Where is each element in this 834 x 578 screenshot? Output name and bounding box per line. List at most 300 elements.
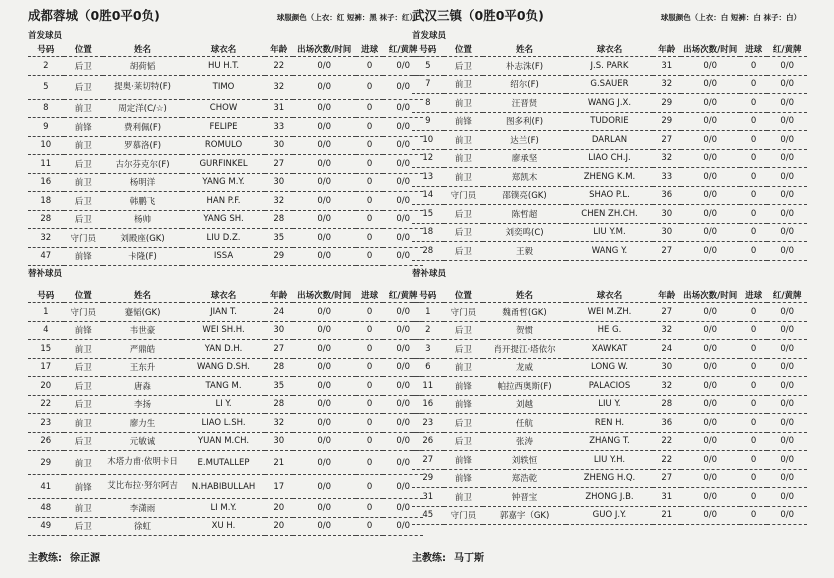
cell-appearances: 0/0 bbox=[293, 136, 356, 155]
cell-cards: 0/0 bbox=[383, 499, 423, 518]
cell-cards: 0/0 bbox=[767, 377, 807, 396]
cell-age: 28 bbox=[265, 210, 293, 229]
cell-age: 21 bbox=[653, 506, 681, 525]
cell-position: 前锋 bbox=[444, 469, 484, 488]
cell-position: 守门员 bbox=[64, 229, 104, 248]
cell-goals: 0 bbox=[740, 186, 768, 205]
cell-age: 27 bbox=[653, 131, 681, 150]
cell-position: 后卫 bbox=[444, 321, 484, 340]
cell-goals: 0 bbox=[740, 432, 768, 451]
cell-name: 图多利(F) bbox=[483, 112, 566, 131]
cell-name: 龙威 bbox=[483, 358, 566, 377]
cell-name: 郑凯木 bbox=[483, 168, 566, 187]
cell-name: 费利佩(F) bbox=[103, 118, 182, 137]
header-number: 号码 bbox=[412, 288, 444, 303]
header-row bbox=[412, 42, 807, 57]
player-row bbox=[28, 303, 423, 322]
cell-name: 廖力生 bbox=[103, 414, 182, 433]
cell-shirt-name: LIU Y.M. bbox=[566, 223, 653, 242]
cell-age: 27 bbox=[653, 303, 681, 322]
cell-name: 王东升 bbox=[103, 358, 182, 377]
cell-appearances: 0/0 bbox=[293, 451, 356, 475]
coach-name: 马丁斯 bbox=[454, 553, 484, 564]
cell-appearances: 0/0 bbox=[293, 517, 356, 536]
cell-age: 30 bbox=[653, 358, 681, 377]
cell-appearances: 0/0 bbox=[681, 451, 740, 470]
cell-position: 后卫 bbox=[444, 340, 484, 359]
cell-appearances: 0/0 bbox=[681, 506, 740, 525]
header-age: 年龄 bbox=[265, 288, 293, 303]
kit-colors: 球服颜色（上衣：红 短裤：黑 袜子：红） bbox=[276, 13, 417, 22]
cell-goals: 0 bbox=[740, 451, 768, 470]
cell-name: 刘越 bbox=[483, 395, 566, 414]
cell-cards: 0/0 bbox=[383, 340, 423, 359]
cell-name: 元敏诚 bbox=[103, 432, 182, 451]
header-age: 年龄 bbox=[653, 42, 681, 57]
cell-number: 9 bbox=[28, 118, 64, 137]
cell-cards: 0/0 bbox=[383, 118, 423, 137]
cell-shirt-name: YAN D.H. bbox=[182, 340, 265, 359]
cell-name: 蹇韬(GK) bbox=[103, 303, 182, 322]
cell-shirt-name: YANG SH. bbox=[182, 210, 265, 229]
cell-cards: 0/0 bbox=[767, 395, 807, 414]
cell-shirt-name: ZHENG H.Q. bbox=[566, 469, 653, 488]
header-appearances: 出场次数/时间 bbox=[293, 288, 356, 303]
cell-shirt-name: YUAN M.CH. bbox=[182, 432, 265, 451]
player-row bbox=[412, 57, 807, 76]
cell-age: 28 bbox=[265, 358, 293, 377]
cell-position: 前卫 bbox=[444, 358, 484, 377]
cell-position: 前卫 bbox=[64, 414, 104, 433]
cell-age: 22 bbox=[653, 432, 681, 451]
cell-goals: 0 bbox=[740, 168, 768, 187]
cell-cards: 0/0 bbox=[767, 131, 807, 150]
cell-number: 6 bbox=[412, 358, 444, 377]
cell-age: 27 bbox=[265, 340, 293, 359]
cell-number: 45 bbox=[412, 506, 444, 525]
header-goals: 进球 bbox=[356, 288, 384, 303]
cell-appearances: 0/0 bbox=[293, 499, 356, 518]
cell-goals: 0 bbox=[740, 303, 768, 322]
cell-name: 王毅 bbox=[483, 242, 566, 261]
cell-cards: 0/0 bbox=[383, 192, 423, 211]
cell-age: 36 bbox=[653, 414, 681, 433]
cell-number: 12 bbox=[412, 149, 444, 168]
header-row bbox=[28, 42, 423, 57]
cell-age: 29 bbox=[265, 247, 293, 266]
cell-shirt-name: LIU Y. bbox=[566, 395, 653, 414]
cell-age: 31 bbox=[265, 99, 293, 118]
cell-goals: 0 bbox=[740, 414, 768, 433]
cell-position: 后卫 bbox=[64, 432, 104, 451]
player-row bbox=[28, 432, 423, 451]
cell-age: 32 bbox=[265, 75, 293, 99]
cell-position: 前锋 bbox=[444, 377, 484, 396]
player-row bbox=[412, 112, 807, 131]
cell-number: 4 bbox=[28, 321, 64, 340]
cell-appearances: 0/0 bbox=[293, 99, 356, 118]
header-goals: 进球 bbox=[740, 42, 768, 57]
subs-table bbox=[412, 288, 807, 525]
cell-appearances: 0/0 bbox=[293, 75, 356, 99]
cell-appearances: 0/0 bbox=[293, 475, 356, 499]
cell-goals: 0 bbox=[356, 173, 384, 192]
player-row bbox=[412, 488, 807, 507]
cell-goals: 0 bbox=[356, 99, 384, 118]
cell-age: 31 bbox=[653, 488, 681, 507]
cell-goals: 0 bbox=[356, 118, 384, 137]
cell-number: 2 bbox=[28, 57, 64, 76]
cell-goals: 0 bbox=[356, 75, 384, 99]
player-row bbox=[28, 192, 423, 211]
cell-number: 16 bbox=[28, 173, 64, 192]
cell-age: 33 bbox=[265, 118, 293, 137]
cell-age: 21 bbox=[265, 451, 293, 475]
player-row bbox=[412, 395, 807, 414]
cell-position: 后卫 bbox=[444, 205, 484, 224]
cell-number: 18 bbox=[412, 223, 444, 242]
cell-goals: 0 bbox=[740, 377, 768, 396]
cell-number: 47 bbox=[28, 247, 64, 266]
cell-position: 前卫 bbox=[64, 173, 104, 192]
cell-name: 绍尔(F) bbox=[483, 75, 566, 94]
cell-appearances: 0/0 bbox=[681, 488, 740, 507]
header-age: 年龄 bbox=[265, 42, 293, 57]
cell-position: 后卫 bbox=[64, 517, 104, 536]
header-name: 姓名 bbox=[103, 42, 182, 57]
cell-name: 汪晋贤 bbox=[483, 94, 566, 113]
team-header bbox=[412, 6, 807, 28]
header-shirt-name: 球衣名 bbox=[182, 42, 265, 57]
header-appearances: 出场次数/时间 bbox=[681, 288, 740, 303]
header-name: 姓名 bbox=[483, 42, 566, 57]
cell-age: 35 bbox=[265, 229, 293, 248]
cell-age: 22 bbox=[653, 451, 681, 470]
cell-position: 后卫 bbox=[444, 57, 484, 76]
header-number: 号码 bbox=[28, 288, 64, 303]
cell-age: 32 bbox=[653, 75, 681, 94]
cell-appearances: 0/0 bbox=[293, 340, 356, 359]
cell-name: 任航 bbox=[483, 414, 566, 433]
cell-shirt-name: CHEN ZH.CH. bbox=[566, 205, 653, 224]
cell-position: 前锋 bbox=[64, 118, 104, 137]
player-row bbox=[28, 358, 423, 377]
header-age: 年龄 bbox=[653, 288, 681, 303]
cell-cards: 0/0 bbox=[383, 75, 423, 99]
cell-number: 49 bbox=[28, 517, 64, 536]
cell-position: 前卫 bbox=[444, 488, 484, 507]
cell-position: 前锋 bbox=[444, 451, 484, 470]
player-row bbox=[412, 75, 807, 94]
cell-name: 韦世豪 bbox=[103, 321, 182, 340]
header-goals: 进球 bbox=[356, 42, 384, 57]
cell-name: 郭嘉宇（GK) bbox=[483, 506, 566, 525]
cell-cards: 0/0 bbox=[383, 155, 423, 174]
cell-age: 36 bbox=[653, 186, 681, 205]
cell-position: 前锋 bbox=[64, 475, 104, 499]
cell-goals: 0 bbox=[740, 469, 768, 488]
cell-position: 后卫 bbox=[64, 192, 104, 211]
cell-name: 刘轶恒 bbox=[483, 451, 566, 470]
cell-number: 28 bbox=[412, 242, 444, 261]
cell-position: 守门员 bbox=[444, 506, 484, 525]
cell-shirt-name: PALACIOS bbox=[566, 377, 653, 396]
cell-position: 后卫 bbox=[444, 414, 484, 433]
player-row bbox=[28, 155, 423, 174]
cell-number: 7 bbox=[412, 75, 444, 94]
cell-cards: 0/0 bbox=[767, 94, 807, 113]
cell-goals: 0 bbox=[740, 112, 768, 131]
cell-goals: 0 bbox=[740, 94, 768, 113]
cell-age: 22 bbox=[265, 57, 293, 76]
starters-table bbox=[412, 42, 807, 261]
cell-name: 刘奕鸣(C) bbox=[483, 223, 566, 242]
player-row bbox=[412, 223, 807, 242]
cell-position: 前卫 bbox=[444, 75, 484, 94]
home-team-panel bbox=[28, 6, 423, 564]
team-name: 武汉三镇（0胜0平0负) bbox=[412, 8, 544, 23]
cell-position: 前锋 bbox=[64, 321, 104, 340]
coach-name: 徐正源 bbox=[70, 553, 100, 564]
cell-appearances: 0/0 bbox=[681, 414, 740, 433]
player-row bbox=[28, 118, 423, 137]
cell-position: 后卫 bbox=[64, 210, 104, 229]
cell-age: 30 bbox=[653, 205, 681, 224]
cell-appearances: 0/0 bbox=[293, 247, 356, 266]
cell-cards: 0/0 bbox=[767, 414, 807, 433]
cell-shirt-name: ZHANG T. bbox=[566, 432, 653, 451]
cell-position: 前卫 bbox=[64, 99, 104, 118]
head-coach bbox=[412, 549, 484, 564]
cell-number: 26 bbox=[412, 432, 444, 451]
cell-cards: 0/0 bbox=[767, 358, 807, 377]
cell-name: 李扬 bbox=[103, 395, 182, 414]
cell-goals: 0 bbox=[356, 414, 384, 433]
cell-cards: 0/0 bbox=[767, 432, 807, 451]
header-position: 位置 bbox=[64, 288, 104, 303]
cell-name: 严鼎皓 bbox=[103, 340, 182, 359]
cell-shirt-name: HE G. bbox=[566, 321, 653, 340]
cell-number: 18 bbox=[28, 192, 64, 211]
cell-goals: 0 bbox=[356, 432, 384, 451]
cell-shirt-name: REN H. bbox=[566, 414, 653, 433]
cell-appearances: 0/0 bbox=[681, 94, 740, 113]
cell-goals: 0 bbox=[740, 131, 768, 150]
cell-name: 贺惯 bbox=[483, 321, 566, 340]
header-cards: 红/黄牌 bbox=[383, 288, 423, 303]
cell-number: 26 bbox=[28, 432, 64, 451]
player-row bbox=[412, 469, 807, 488]
cell-cards: 0/0 bbox=[383, 377, 423, 396]
player-row bbox=[412, 186, 807, 205]
cell-goals: 0 bbox=[740, 358, 768, 377]
player-row bbox=[28, 377, 423, 396]
cell-name: 胡荷韬 bbox=[103, 57, 182, 76]
cell-number: 1 bbox=[412, 303, 444, 322]
cell-goals: 0 bbox=[356, 136, 384, 155]
head-coach bbox=[28, 549, 100, 564]
cell-appearances: 0/0 bbox=[293, 303, 356, 322]
cell-number: 13 bbox=[412, 168, 444, 187]
cell-shirt-name: LIU D.Z. bbox=[182, 229, 265, 248]
starters-table bbox=[28, 42, 423, 266]
cell-goals: 0 bbox=[740, 506, 768, 525]
cell-number: 2 bbox=[412, 321, 444, 340]
cell-cards: 0/0 bbox=[767, 75, 807, 94]
cell-cards: 0/0 bbox=[383, 229, 423, 248]
cell-appearances: 0/0 bbox=[681, 223, 740, 242]
cell-number: 15 bbox=[28, 340, 64, 359]
header-goals: 进球 bbox=[740, 288, 768, 303]
player-row bbox=[412, 358, 807, 377]
cell-cards: 0/0 bbox=[767, 112, 807, 131]
cell-goals: 0 bbox=[356, 451, 384, 475]
cell-age: 32 bbox=[653, 377, 681, 396]
header-number: 号码 bbox=[28, 42, 64, 57]
cell-name: 李潇雨 bbox=[103, 499, 182, 518]
cell-shirt-name: WANG J.X. bbox=[566, 94, 653, 113]
cell-name: 朴志洙(F) bbox=[483, 57, 566, 76]
cell-position: 前卫 bbox=[444, 168, 484, 187]
cell-age: 33 bbox=[653, 168, 681, 187]
cell-goals: 0 bbox=[356, 303, 384, 322]
cell-appearances: 0/0 bbox=[293, 155, 356, 174]
cell-appearances: 0/0 bbox=[681, 205, 740, 224]
header-cards: 红/黄牌 bbox=[767, 42, 807, 57]
cell-goals: 0 bbox=[740, 488, 768, 507]
player-row bbox=[28, 136, 423, 155]
cell-goals: 0 bbox=[356, 358, 384, 377]
cell-appearances: 0/0 bbox=[681, 377, 740, 396]
cell-position: 后卫 bbox=[64, 395, 104, 414]
player-row bbox=[28, 340, 423, 359]
player-row bbox=[412, 131, 807, 150]
cell-number: 23 bbox=[412, 414, 444, 433]
cell-goals: 0 bbox=[356, 377, 384, 396]
player-row bbox=[412, 377, 807, 396]
cell-goals: 0 bbox=[740, 321, 768, 340]
cell-cards: 0/0 bbox=[767, 168, 807, 187]
cell-cards: 0/0 bbox=[767, 451, 807, 470]
cell-shirt-name: HAN P.F. bbox=[182, 192, 265, 211]
cell-age: 28 bbox=[653, 395, 681, 414]
cell-name: 陈哲超 bbox=[483, 205, 566, 224]
cell-cards: 0/0 bbox=[767, 223, 807, 242]
cell-number: 8 bbox=[412, 94, 444, 113]
cell-appearances: 0/0 bbox=[681, 242, 740, 261]
player-row bbox=[28, 451, 423, 475]
cell-shirt-name: WANG D.SH. bbox=[182, 358, 265, 377]
cell-number: 16 bbox=[412, 395, 444, 414]
team-header bbox=[28, 6, 423, 28]
cell-shirt-name: ISSA bbox=[182, 247, 265, 266]
cell-cards: 0/0 bbox=[383, 210, 423, 229]
cell-appearances: 0/0 bbox=[681, 358, 740, 377]
cell-number: 48 bbox=[28, 499, 64, 518]
player-row bbox=[412, 451, 807, 470]
cell-cards: 0/0 bbox=[767, 57, 807, 76]
cell-name: 卡隆(F) bbox=[103, 247, 182, 266]
player-row bbox=[28, 99, 423, 118]
cell-cards: 0/0 bbox=[383, 517, 423, 536]
cell-shirt-name: DARLAN bbox=[566, 131, 653, 150]
cell-shirt-name: TANG M. bbox=[182, 377, 265, 396]
cell-age: 31 bbox=[653, 57, 681, 76]
cell-shirt-name: LIAO L.SH. bbox=[182, 414, 265, 433]
cell-appearances: 0/0 bbox=[681, 303, 740, 322]
cell-cards: 0/0 bbox=[767, 506, 807, 525]
header-position: 位置 bbox=[64, 42, 104, 57]
header-cards: 红/黄牌 bbox=[383, 42, 423, 57]
cell-number: 3 bbox=[412, 340, 444, 359]
cell-appearances: 0/0 bbox=[681, 75, 740, 94]
cell-position: 前卫 bbox=[444, 94, 484, 113]
cell-number: 27 bbox=[412, 451, 444, 470]
cell-shirt-name: J.S. PARK bbox=[566, 57, 653, 76]
cell-appearances: 0/0 bbox=[681, 131, 740, 150]
cell-shirt-name: LIU Y.H. bbox=[566, 451, 653, 470]
cell-shirt-name: FELIPE bbox=[182, 118, 265, 137]
cell-appearances: 0/0 bbox=[293, 192, 356, 211]
cell-cards: 0/0 bbox=[383, 173, 423, 192]
header-row bbox=[28, 288, 423, 303]
cell-name: 张涛 bbox=[483, 432, 566, 451]
cell-age: 28 bbox=[265, 395, 293, 414]
header-name: 姓名 bbox=[103, 288, 182, 303]
cell-age: 27 bbox=[653, 242, 681, 261]
cell-goals: 0 bbox=[356, 395, 384, 414]
cell-appearances: 0/0 bbox=[681, 395, 740, 414]
cell-shirt-name: XU H. bbox=[182, 517, 265, 536]
player-row bbox=[28, 57, 423, 76]
cell-cards: 0/0 bbox=[383, 57, 423, 76]
cell-shirt-name: YANG M.Y. bbox=[182, 173, 265, 192]
cell-name: 艾比布拉·努尔阿吉 bbox=[103, 475, 182, 499]
header-appearances: 出场次数/时间 bbox=[681, 42, 740, 57]
cell-position: 后卫 bbox=[444, 223, 484, 242]
cell-name: 周定洋(C/☆) bbox=[103, 99, 182, 118]
player-row bbox=[412, 205, 807, 224]
cell-appearances: 0/0 bbox=[681, 168, 740, 187]
cell-cards: 0/0 bbox=[767, 469, 807, 488]
player-row bbox=[412, 149, 807, 168]
player-row bbox=[28, 210, 423, 229]
cell-position: 前卫 bbox=[64, 451, 104, 475]
cell-position: 前卫 bbox=[444, 131, 484, 150]
cell-goals: 0 bbox=[740, 242, 768, 261]
cell-age: 24 bbox=[653, 340, 681, 359]
cell-number: 28 bbox=[28, 210, 64, 229]
header-row bbox=[412, 288, 807, 303]
cell-appearances: 0/0 bbox=[681, 340, 740, 359]
cell-name: 邵镤亮(GK) bbox=[483, 186, 566, 205]
cell-appearances: 0/0 bbox=[293, 432, 356, 451]
player-row bbox=[28, 247, 423, 266]
cell-position: 后卫 bbox=[64, 57, 104, 76]
cell-number: 5 bbox=[412, 57, 444, 76]
cell-number: 11 bbox=[28, 155, 64, 174]
player-row bbox=[28, 499, 423, 518]
cell-position: 前锋 bbox=[64, 247, 104, 266]
cell-goals: 0 bbox=[356, 247, 384, 266]
cell-age: 32 bbox=[653, 321, 681, 340]
coach-label: 主教练: bbox=[28, 553, 62, 564]
cell-age: 30 bbox=[265, 136, 293, 155]
coach-label: 主教练: bbox=[412, 553, 446, 564]
cell-number: 14 bbox=[412, 186, 444, 205]
cell-cards: 0/0 bbox=[767, 303, 807, 322]
cell-number: 11 bbox=[412, 377, 444, 396]
